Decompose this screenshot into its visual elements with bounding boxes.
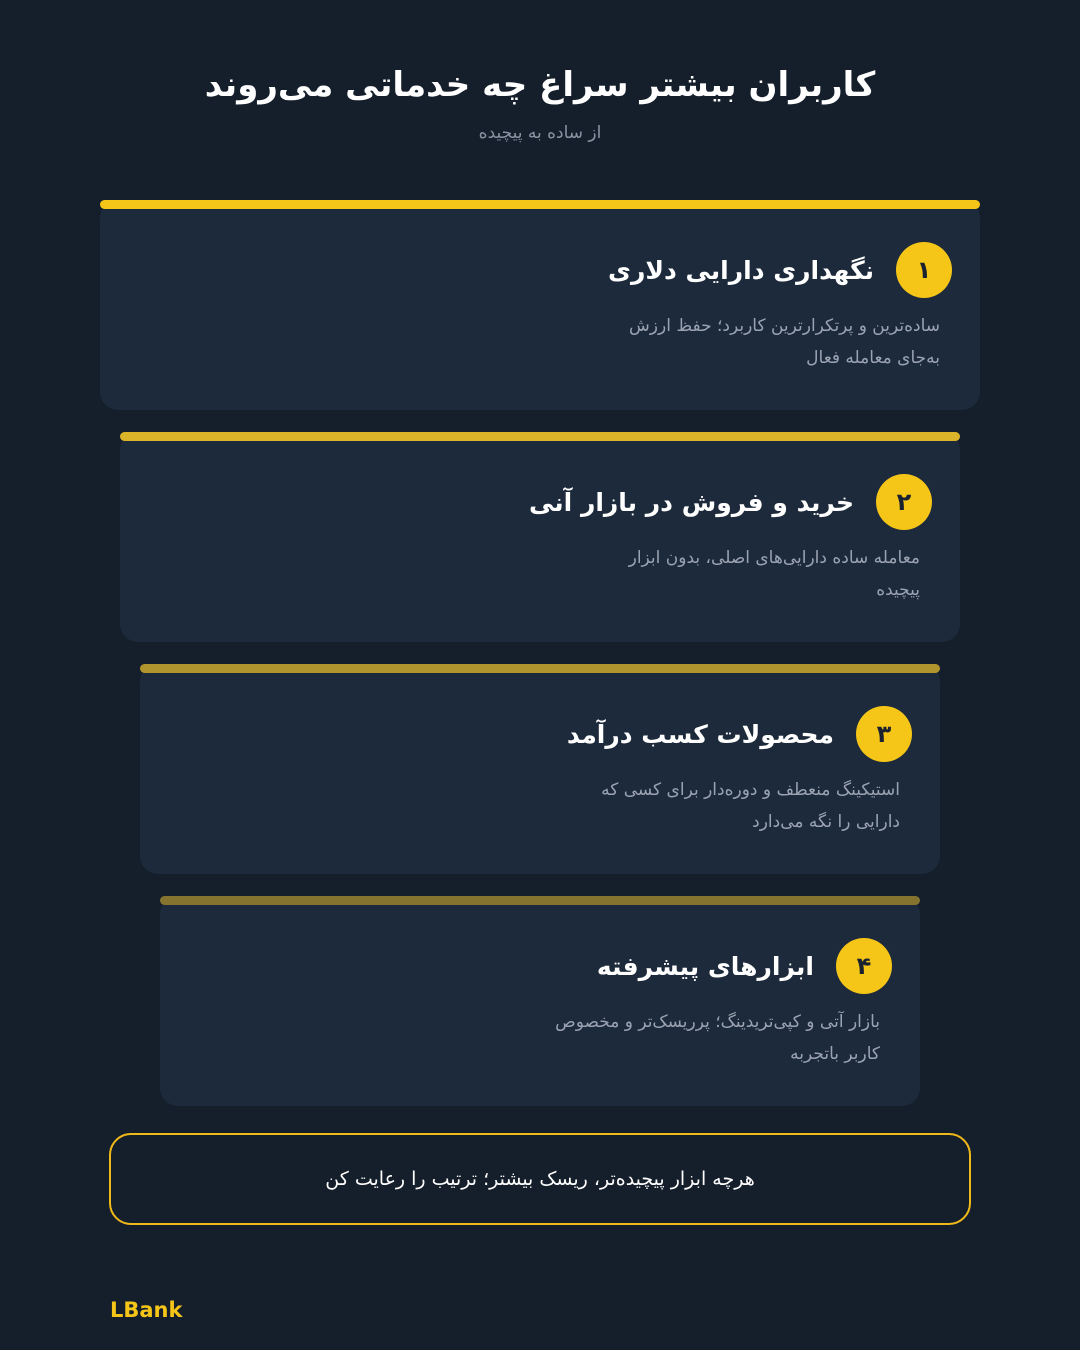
page-subtitle: از ساده به پیچیده [478,123,602,143]
card-description: بازار آتی و کپی‌تریدینگ؛ پرریسک‌تر و مخصوص کاربر باتجربه [555,1012,880,1064]
step-number-badge: ۴ [836,938,892,994]
card-1 [100,200,980,410]
step-number-badge: ۲ [876,474,932,530]
step-number-badge: ۱ [896,242,952,298]
card-description: معامله ساده دارایی‌های اصلی، بدون ابزار پیچیده [628,548,920,600]
card-title: نگهداری دارایی دلاری [608,255,874,285]
card-accent-bar [140,664,940,673]
card-title: محصولات کسب درآمد [566,719,834,749]
card-3 [140,664,940,874]
card-title: ابزارهای پیشرفته [596,951,814,981]
card-title: خرید و فروش در بازار آنی [528,487,854,517]
header [0,60,1080,148]
card-accent-bar [120,432,960,441]
brand-logo: LBank [110,1298,183,1322]
step-number-badge: ۳ [856,706,912,762]
card-description: استیکینگ منعطف و دوره‌دار برای کسی که دارایی را نگه می‌دارد [601,780,900,832]
warning-note [109,1133,971,1225]
card-4 [160,896,920,1106]
card-2 [120,432,960,642]
card-accent-bar [160,896,920,905]
warning-note-text: هرچه ابزار پیچیده‌تر، ریسک بیشتر؛ ترتیب را رعایت کن [325,1168,755,1190]
card-accent-bar [100,200,980,209]
page-title: کاربران بیشتر سراغ چه خدماتی می‌روند [204,65,876,105]
card-description: ساده‌ترین و پرتکرارترین کاربرد؛ حفظ ارزش به‌جای معامله فعال [629,316,940,368]
